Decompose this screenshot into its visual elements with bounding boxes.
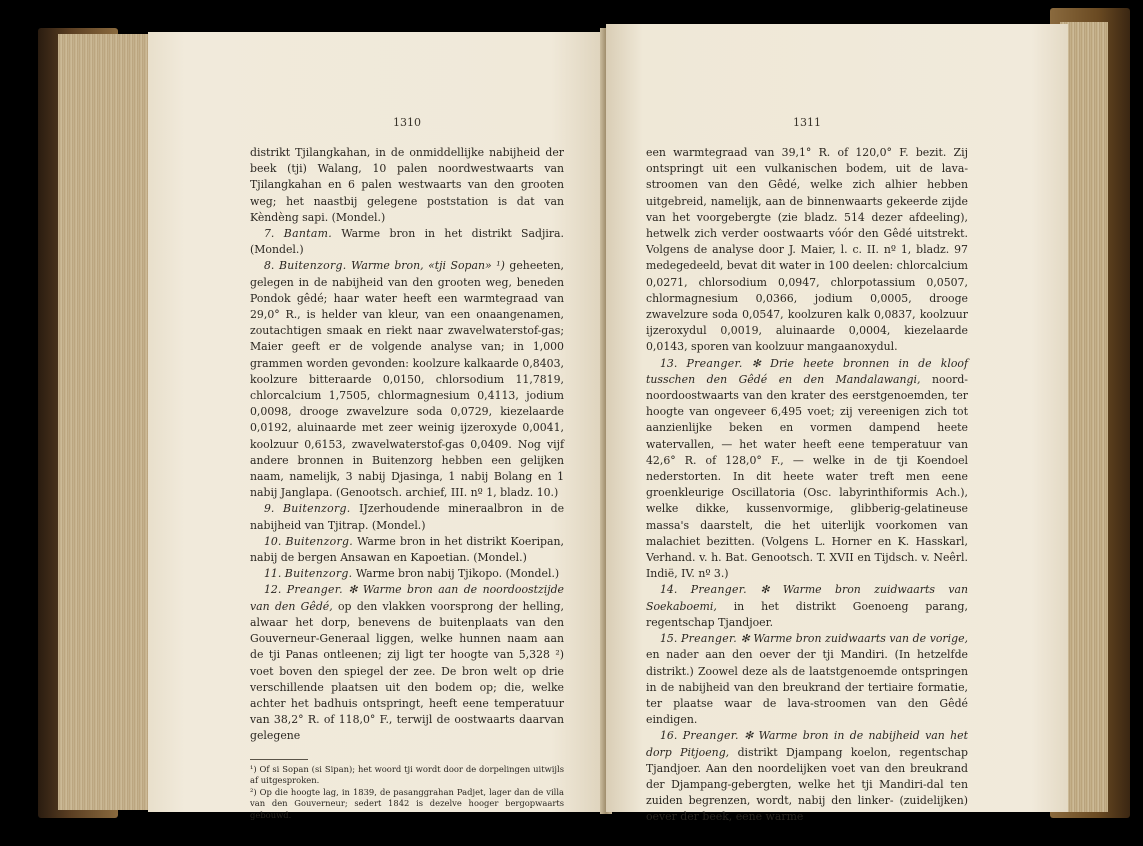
entry-place: Preanger. <box>286 583 343 597</box>
entry-paragraph <box>250 501 564 533</box>
entry-place: Buitenzorg. <box>285 534 354 548</box>
entry-text: IJzerhoudende mineraalbron in de nabijheid van Tjitrap. (Mondel.) <box>250 502 565 532</box>
page-body <box>250 145 564 745</box>
entry-place: Buitenzorg. <box>278 259 347 273</box>
entry-place: Preanger. <box>686 356 743 370</box>
entry-number: 7. <box>264 227 275 241</box>
entry-paragraph <box>646 631 968 728</box>
footnote: ²) Op die hoogte lag, in 1839, de pasanggrahan Padjet, lager dan de villa van den Gouverneur; sedert 1842 is dezelve hooger bergopwaarts gebouwd. <box>250 786 564 820</box>
entry-number: 14. <box>660 583 678 597</box>
entry-title: ✻ Warme bron in de nabijheid van het dorp Pitjoeng, <box>646 729 968 759</box>
entry-place: Preanger. <box>690 583 747 597</box>
entry-text: en nader aan den oever der tji Mandiri. (In hetzelfde distrikt.) Zoowel deze als de laatstgenoemde ontspringen in de nabijheid van den breukrand der tertiaire formatie, ter plaatse waar de lava-stroomen van den Gêdé eindigen. <box>646 648 968 727</box>
entry-number: 11. <box>264 567 282 581</box>
entry-place: Buitenzorg. <box>283 502 351 516</box>
entry-paragraph <box>250 582 564 744</box>
entry-number: 8. <box>264 259 275 273</box>
entry-title: Warme bron, «tji Sopan» ¹) <box>351 259 505 273</box>
entry-number: 12. <box>264 583 282 597</box>
entry-text: distrikt Djampang koelon, regentschap Tjandjoer. Aan den noordelijken voet van den breukrand der Djampang-gebergten, welke het tji Mandiri-dal ten zuiden begrenzen, wordt, nabij den linker- (zuidelijken) oever der beek, eene warme <box>646 745 969 824</box>
entry-paragraph <box>250 226 564 258</box>
entry-number: 10. <box>264 534 282 548</box>
entry-number: 15. <box>660 632 678 646</box>
entry-paragraph <box>646 582 968 631</box>
entry-title: ✻ Warme bron zuidwaarts van de vorige, <box>740 632 968 646</box>
entry-text: op den vlakken voorsprong der helling, alwaar het dorp, benevens de buitenplaats van den Gouverneur-Generaal liggen, welke hunnen naam aan de tji Panas ontleenen; zij ligt ter hoogte van 5,328 ²) voet boven den spiegel der zee. De bron welt op drie verschillende plaatsen uit den bodem op; die, welke achter het badhuis ontspringt, heeft eene temperatuur van 38,2° R. of 118,0° F., terwijl de oostwaarts daarvan gelegene <box>250 599 564 743</box>
entry-text: in het distrikt Goenoeng parang, regentschap Tjandjoer. <box>646 599 968 629</box>
footnote-divider <box>250 759 308 760</box>
entry-text: Warme bron in het distrikt Koeripan, nabij de bergen Ansawan en Kapoetian. (Mondel.) <box>250 534 564 565</box>
footnote: ¹) Of si Sopan (si Sipan); het woord tji wordt door de dorpelingen uitwijls af uitgesproken. <box>250 763 564 786</box>
entry-paragraph <box>646 728 968 825</box>
entry-text: distrikt Tjilangkahan, in de onmiddellijke nabijheid der beek (tji) Walang, 10 palen noordwestwaarts van Tjilangkahan en 6 palen westwaarts van den grooten weg; het naastbij gelegene poststation is dat van Kèndèng sapi. (Mondel.) <box>250 146 564 224</box>
left-page <box>148 32 606 820</box>
page-number: 1311 <box>793 116 821 129</box>
entry-place: Buitenzorg. <box>284 567 353 581</box>
left-page-edges <box>58 34 148 810</box>
footnotes <box>250 764 564 822</box>
page-body <box>646 145 968 826</box>
continued-paragraph <box>250 145 564 226</box>
entry-number: 13. <box>660 356 678 370</box>
entry-paragraph <box>250 534 564 566</box>
entry-paragraph <box>250 566 564 582</box>
entry-paragraph <box>250 258 564 501</box>
continued-paragraph <box>646 145 968 356</box>
entry-text: een warmtegraad van 39,1° R. of 120,0° F. bezit. Zij ontspringt uit een vulkanischen bodem, uit de lava-stroomen van den Gêdé, welke zich alhier hebben uitgebreid, namelijk, aan de binnenwaarts gekeerde zijde van het voorgebergte (zie bladz. 514 dezer afdeeling), hetwelk zich verder oostwaarts vóór den Gêdé uitstrekt. Volgens de analyse door J. Maier, l. c. II. nº 1, bladz. 97 medegedeeld, bevat dit water in 100 deelen: chlorcalcium 0,0271, chlorsodium 0,0947, chlorpotassium 0,0507, chlormagnesium 0,0366, jodium 0,0005, drooge zwavelzure soda 0,0547, koolzuren kalk 0,0837, koolzuur ijzeroxydul 0,0019, aluinaarde 0,0004, kiezelaarde 0,0143, sporen van koolzuur mangaanoxydul. <box>646 146 968 354</box>
entry-title: ✻ Warme bron aan de noordoostzijde van den Gêdé, <box>250 583 564 613</box>
entry-text: geheeten, gelegen in de nabijheid van den grooten weg, beneden Pondok gêdé; haar water heeft een warmtegraad van 29,0° R., is helder van kleur, van een onaangenamen, zoutachtigen smaak en riekt naar zwavelwaterstof-gas; Maier geeft er de volgende analyse van; in 1,000 grammen worden gevonden: koolzure kalkaarde 0,8403, koolzure bitteraarde 0,0150, chlorsodium 11,7819, chlorcalcium 1,7505, chlormagnesium 0,4113, jodium 0,0098, drooge zwavelzure soda 0,0729, kiezelaarde 0,0192, aluinaarde met zeer weinig ijzeroxyde 0,0041, koolzuur 0,6153, zwavelwaterstof-gas 0,0409. Nog vijf andere bronnen in Buitenzorg hebben een gelijken naam, namelijk, 3 nabij Djasinga, 1 nabij Bolang en 1 nabij Janglapa. (Genootsch. archief, III. nº 1, bladz. 10.) <box>250 259 565 500</box>
right-page <box>606 24 1068 824</box>
page-number: 1310 <box>393 116 421 129</box>
entry-place: Bantam. <box>283 227 333 241</box>
entry-title: ✻ Warme bron zuidwaarts van Soekaboemi, <box>646 583 969 613</box>
entry-number: 16. <box>660 729 678 743</box>
entry-paragraph <box>646 356 968 583</box>
entry-number: 9. <box>264 502 275 516</box>
entry-text: Warme bron nabij Tjikopo. (Mondel.) <box>355 567 560 581</box>
entry-title: ✻ Drie heete bronnen in de kloof tusschen den Gêdé en den Mandalawangi, <box>646 356 968 386</box>
entry-text: noord-noordoostwaarts van den krater des eerstgenoemden, ter hoogte van ongeveer 6,495 voet; zij vereenigen zich tot aanzienlijke beken en vormen dampend heete watervallen, — het water heeft eene temperatuur van 42,6° R. of 128,0° F., — welke in de tji Koendoel nederstorten. In dit heete water treft men eene groenkleurige Oscillatoria (Osc. labyrinthiformis Ach.), welke dikke, kussenvormige, glibberig-gelatineuse massa's daarstelt, die het uiterlijk voorkomen van malachiet bezitten. (Volgens L. Horner en K. Hasskarl, Verhand. v. h. Bat. Genootsch. T. XVII en Tijdsch. v. Neêrl. Indië, IV. nº 3.) <box>646 372 968 581</box>
entry-place: Preanger. <box>680 632 738 646</box>
entry-place: Preanger. <box>682 729 739 743</box>
entry-text: Warme bron in het distrikt Sadjira. (Mondel.) <box>250 227 564 257</box>
